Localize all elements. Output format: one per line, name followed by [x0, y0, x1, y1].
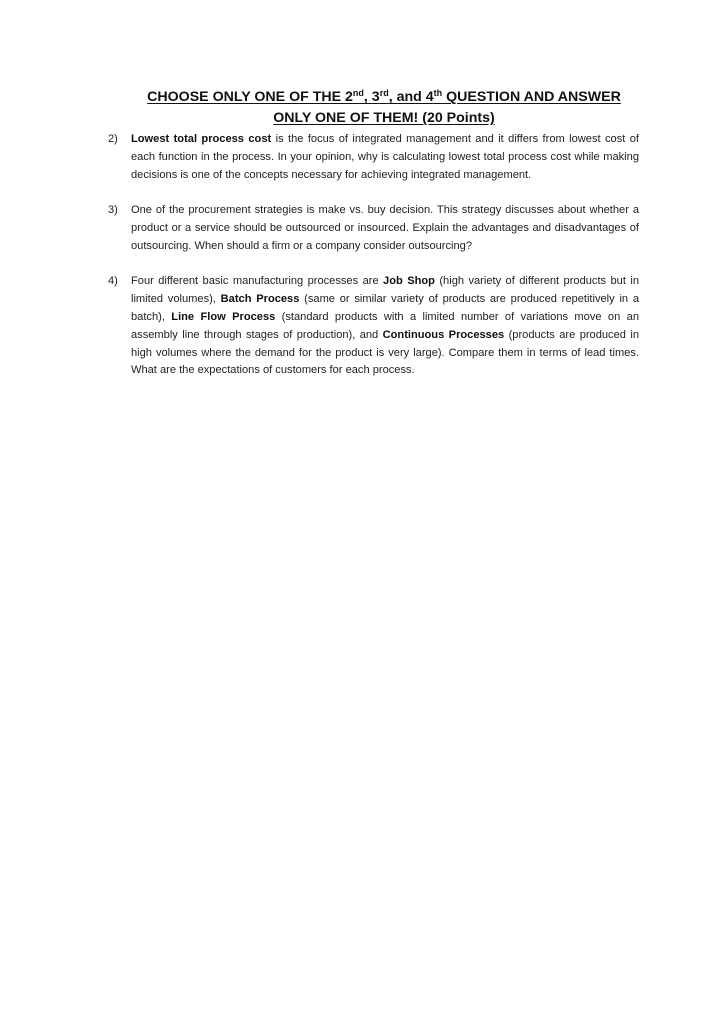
question-text: One of the procurement strategies is make vs. buy decision. This strategy discusses about whether a product or a service should be outsourced or insourced. Explain the advantages and disadvantages of outsourcing. When should a firm or a company consider outsourcing? [131, 204, 639, 252]
question-number: 2) [108, 133, 118, 145]
title-line-2: ONLY ONE OF THEM! (20 Points) [273, 110, 495, 126]
question-number: 3) [108, 204, 118, 217]
question-text: Four different basic manufacturing processes are Job Shop (high variety of different products but in limited volumes), Batch Process (same or similar variety of products are produced repetitively in a batch), Line Flow Process (standard products with a limited number of variations move on an assembly line through stages of production), and Continuous Processes (products are produced in high volumes where the demand for the product is very large). Compare them in terms of lead times. What are the expectations of customers for each process. [131, 275, 639, 377]
question-4 [108, 273, 639, 380]
question-text: Lowest total process cost is the focus of integrated management and it differs from lowest cost of each function in the process. In your opinion, why is calculating lowest total process cost while making decisions is one of the concepts necessary for achieving integrated management. [131, 133, 639, 181]
question-2 [108, 131, 639, 184]
page-title [100, 87, 668, 129]
title-line-1: CHOOSE ONLY ONE OF THE 2nd, 3rd, and 4th QUESTION AND ANSWER [147, 88, 621, 105]
question-list [108, 131, 639, 398]
question-number: 4) [108, 275, 118, 288]
question-3 [108, 202, 639, 255]
